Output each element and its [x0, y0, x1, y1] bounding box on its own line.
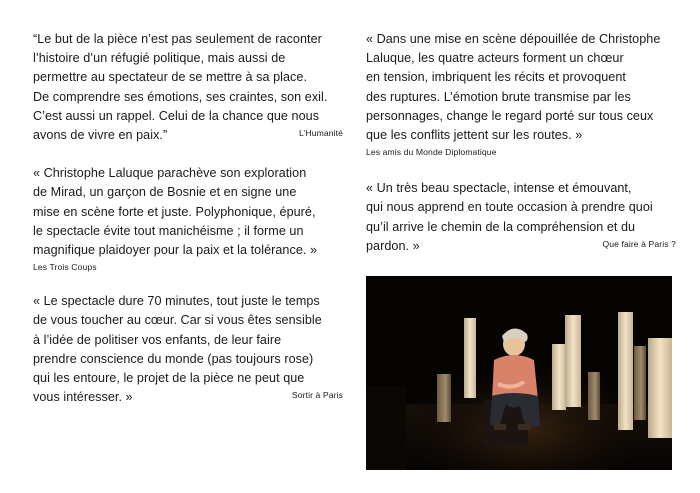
- quote-line: l’histoire d’un réfugié politique, mais aussi de: [33, 51, 286, 66]
- quote-humanite: [33, 30, 343, 145]
- right-column: [366, 30, 676, 256]
- quote-line: à l’idée de politiser vos enfants, de leur faire: [33, 332, 282, 347]
- quote-line: permettre au spectateur de se mettre à sa place.: [33, 70, 308, 85]
- quote-line: mise en scène forte et juste. Polyphonique, épuré,: [33, 204, 316, 219]
- quote-line: le spectacle évite tout manichéisme ; il forme un: [33, 223, 304, 238]
- quote-que-faire: [366, 179, 676, 256]
- quote-line-text: pardon. »: [366, 238, 420, 253]
- quote-line: « Le spectacle dure 70 minutes, tout juste le temps: [33, 294, 320, 309]
- quote-line: « Un très beau spectacle, intense et émouvant,: [366, 181, 632, 196]
- quote-line: qu’il arrive le chemin de la compréhension et du: [366, 219, 636, 234]
- quote-line: magnifique plaidoyer pour la paix et la tolérance. »: [33, 243, 318, 258]
- source-humanite: L’Humanité: [299, 128, 343, 139]
- foreground-block: [366, 386, 406, 470]
- quote-line: De comprendre ses émotions, ses craintes, son exil.: [33, 89, 328, 104]
- shoe: [518, 424, 530, 430]
- quote-monde-diplo: [366, 30, 676, 158]
- left-column: [33, 30, 343, 407]
- source-trois-coups: Les Trois Coups: [33, 262, 97, 273]
- pillar: [464, 318, 476, 398]
- quote-line: « Christophe Laluque parachève son exploration: [33, 166, 307, 181]
- pillar-far-left: [437, 374, 451, 422]
- source-sortir-paris: Sortir à Paris: [291, 390, 343, 401]
- quote-sortir-paris: [33, 292, 343, 407]
- source-monde-diplo: Les amis du Monde Diplomatique: [366, 147, 497, 158]
- stage-photo: [366, 276, 672, 470]
- quote-trois-coups: [33, 164, 343, 273]
- quote-line: des ruptures. L’émotion brute transmise par les: [366, 89, 631, 104]
- pillar-right-small: [588, 372, 600, 420]
- quote-line: que les conflits jettent sur les routes. »: [366, 128, 583, 143]
- stage-photo-illustration: [366, 276, 672, 470]
- pillar-right-tall: [618, 312, 633, 430]
- quote-line-last: [33, 126, 343, 145]
- quote-line: “Le but de la pièce n’est pas seulement de raconter: [33, 32, 322, 46]
- pillar: [565, 315, 581, 407]
- quote-line: C’est aussi un rappel. Celui de la chance que nous: [33, 108, 320, 123]
- pillar-edge: [648, 338, 672, 438]
- quote-line-last: [33, 388, 343, 407]
- quote-line: « Dans une mise en scène dépouillée de Christophe: [366, 32, 661, 46]
- quote-line-text: avons de vivre en paix.”: [33, 128, 168, 143]
- pillar: [552, 344, 566, 410]
- source-que-faire: Que faire à Paris ?: [602, 238, 676, 249]
- quote-line: Laluque, les quatre acteurs forment un chœur: [366, 51, 624, 66]
- quote-line: de Mirad, un garçon de Bosnie et en signe une: [33, 185, 297, 200]
- quote-line: personnages, change le regard porté sur tous ceux: [366, 108, 654, 123]
- shoe: [494, 424, 506, 430]
- quote-line: prendre conscience du monde (pas toujours rose): [33, 351, 314, 366]
- quote-line-text: vous intéresser. »: [33, 390, 133, 405]
- pillar-right: [634, 346, 646, 420]
- quote-line: en tension, imbriquent les récits et provoquent: [366, 70, 626, 85]
- quote-line: de vous toucher au cœur. Car si vous êtes sensible: [33, 313, 322, 328]
- quote-line: qui nous apprend en toute occasion à prendre quoi: [366, 200, 653, 215]
- quote-line-last: [366, 237, 676, 256]
- quote-line: qui les entoure, le projet de la pièce ne peut que: [33, 371, 305, 386]
